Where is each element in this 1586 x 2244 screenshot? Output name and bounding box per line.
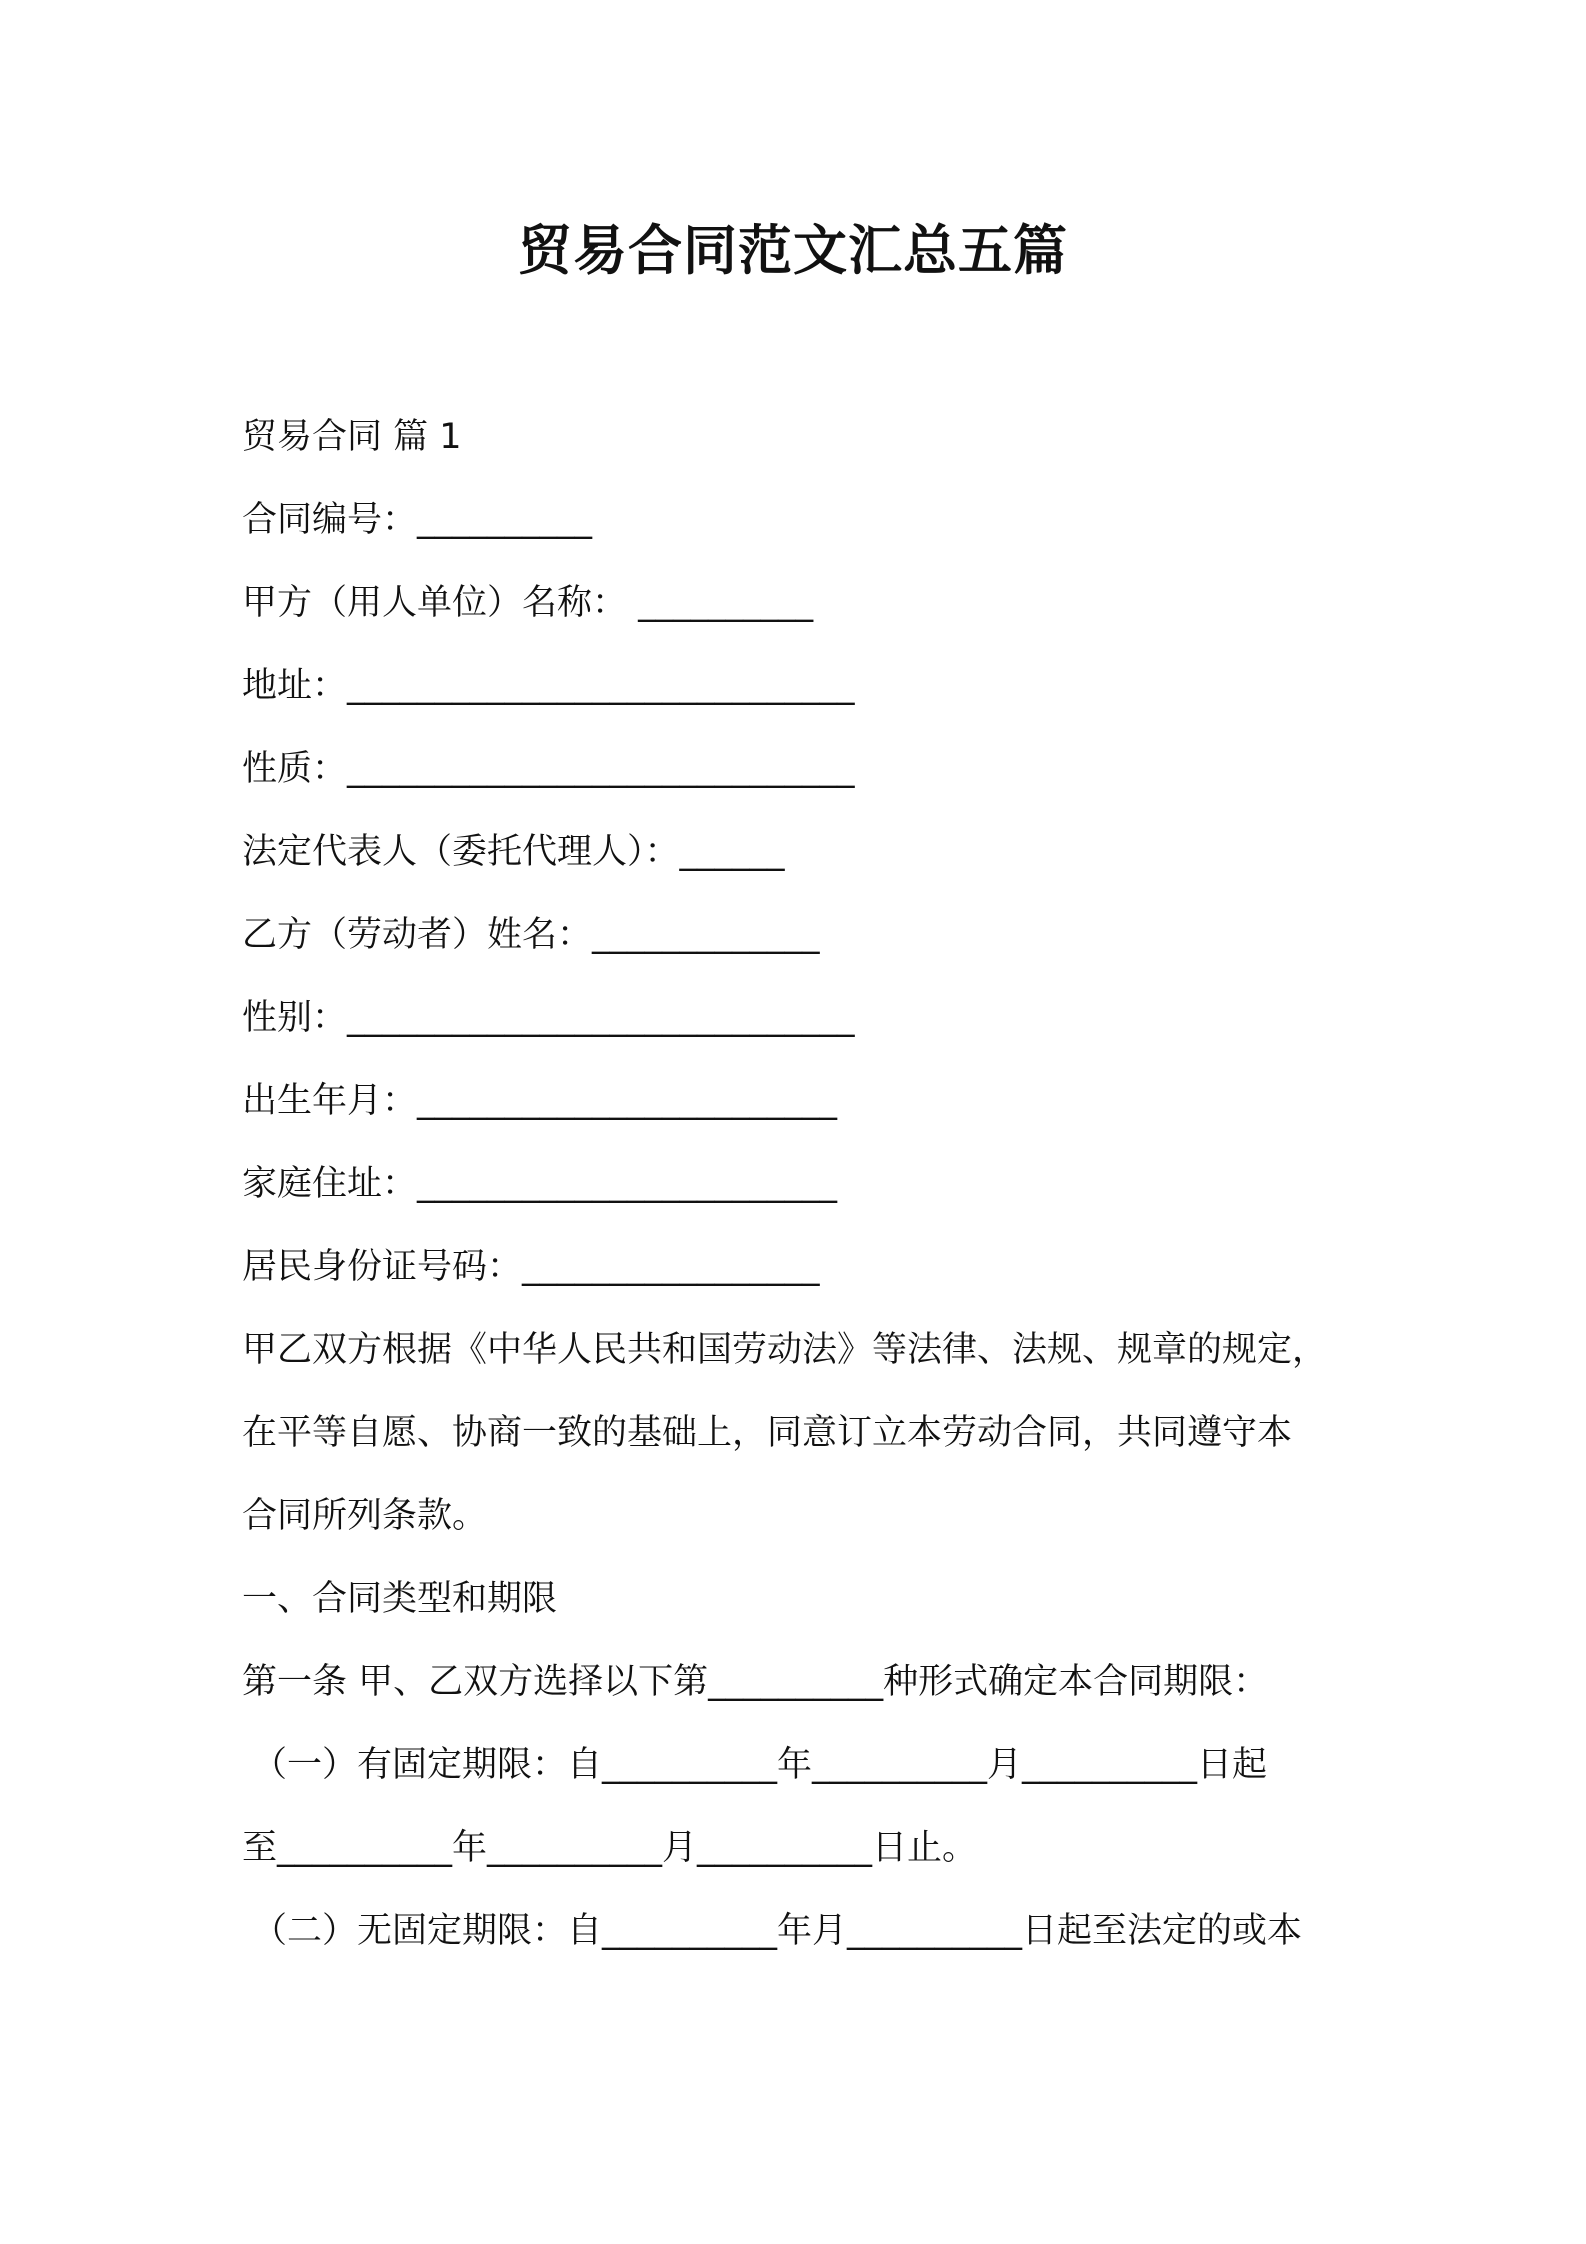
body-paragraph-line: 在平等自愿、协商一致的基础上，同意订立本劳动合同，共同遵守本 [242, 1413, 1293, 1453]
nature-line: 性质：_____________________________ [242, 749, 855, 789]
body-paragraph-line: 合同所列条款。 [242, 1496, 488, 1536]
contract-number-line: 合同编号：__________ [242, 500, 593, 540]
gender-line: 性别：_____________________________ [242, 998, 855, 1038]
birth-date-line: 出生年月：________________________ [242, 1081, 838, 1121]
document-title: 贸易合同范文汇总五篇 [518, 219, 1068, 282]
article-one-line: 第一条 甲、乙双方选择以下第__________种形式确定本合同期限： [242, 1662, 1269, 1702]
section-heading: 贸易合同 篇 1 [242, 417, 462, 457]
fixed-term-end-line: 至__________年__________月__________日止。 [242, 1828, 978, 1868]
employer-name-line: 甲方（用人单位）名称： __________ [242, 583, 814, 623]
employee-name-line: 乙方（劳动者）姓名：_____________ [242, 915, 820, 955]
id-number-line: 居民身份证号码：_________________ [242, 1247, 820, 1287]
home-address-line: 家庭住址：________________________ [242, 1164, 838, 1204]
address-line: 地址：_____________________________ [242, 666, 855, 706]
legal-representative-line: 法定代表人（委托代理人）：______ [242, 832, 785, 872]
open-term-line: （二）无固定期限：自__________年月__________日起至法定的或本 [252, 1911, 1303, 1951]
fixed-term-line: （一）有固定期限：自__________年__________月__________日起 [252, 1745, 1268, 1785]
clause-heading: 一、合同类型和期限 [242, 1579, 558, 1619]
body-paragraph-line: 甲乙双方根据《中华人民共和国劳动法》等法律、法规、规章的规定， [242, 1330, 1328, 1370]
